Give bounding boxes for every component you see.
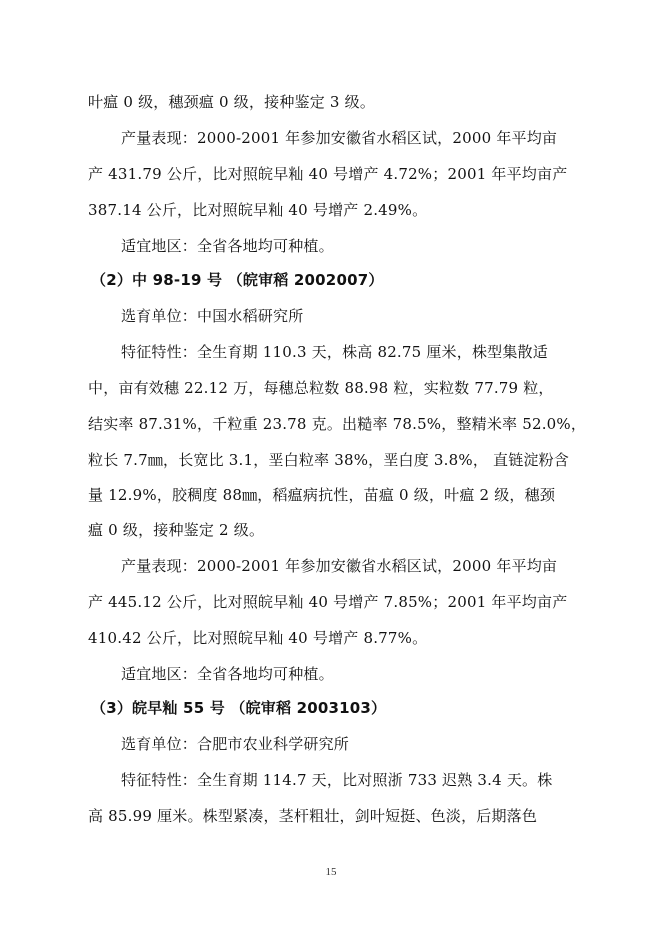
body-line: 叶瘟 0 级，穗颈瘟 0 级，接种鉴定 3 级。: [88, 93, 376, 111]
body-line: 中，亩有效穗 22.12 万，每穗总粒数 88.98 粒，实粒数 77.79 粒，: [88, 379, 554, 397]
body-line: 选育单位：合肥市农业科学研究所: [121, 735, 350, 753]
variety-heading: （2）中 98-19 号 （皖审稻 2002007）: [91, 271, 384, 289]
body-line: 产量表现：2000-2001 年参加安徽省水稻区试，2000 年平均亩: [121, 557, 558, 575]
body-line: 适宜地区：全省各地均可种植。: [121, 665, 334, 683]
body-line: 387.14 公斤，比对照皖早籼 40 号增产 2.49%。: [88, 201, 428, 219]
page-number: 15: [325, 866, 337, 878]
body-line: 瘟 0 级，接种鉴定 2 级。: [88, 521, 265, 539]
body-line: 量 12.9%，胶稠度 88㎜，稻瘟病抗性，苗瘟 0 级，叶瘟 2 级，穗颈: [88, 486, 556, 504]
body-line: 适宜地区：全省各地均可种植。: [121, 237, 334, 255]
body-line: 结实率 87.31%，千粒重 23.78 克。出糙率 78.5%，整精米率 52.0%，: [88, 415, 587, 433]
body-line: 高 85.99 厘米。株型紧凑，茎杆粗壮，剑叶短挺、色淡，后期落色: [88, 807, 538, 825]
body-line: 特征特性：全生育期 110.3 天，株高 82.75 厘米，株型集散适: [121, 343, 548, 361]
body-line: 产量表现：2000-2001 年参加安徽省水稻区试，2000 年平均亩: [121, 129, 558, 147]
body-line: 特征特性：全生育期 114.7 天，比对照浙 733 迟熟 3.4 天。株: [121, 771, 553, 789]
body-line: 选育单位：中国水稻研究所: [121, 307, 304, 325]
body-line: 粒长 7.7㎜，长宽比 3.1，垩白粒率 38%，垩白度 3.8%， 直链淀粉含: [88, 451, 570, 469]
body-line: 410.42 公斤，比对照皖早籼 40 号增产 8.77%。: [88, 629, 428, 647]
body-line: 产 431.79 公斤，比对照皖早籼 40 号增产 4.72%；2001 年平均亩产: [88, 165, 568, 183]
variety-heading: （3）皖早籼 55 号 （皖审稻 2003103）: [91, 699, 387, 717]
body-line: 产 445.12 公斤，比对照皖早籼 40 号增产 7.85%；2001 年平均亩产: [88, 593, 568, 611]
